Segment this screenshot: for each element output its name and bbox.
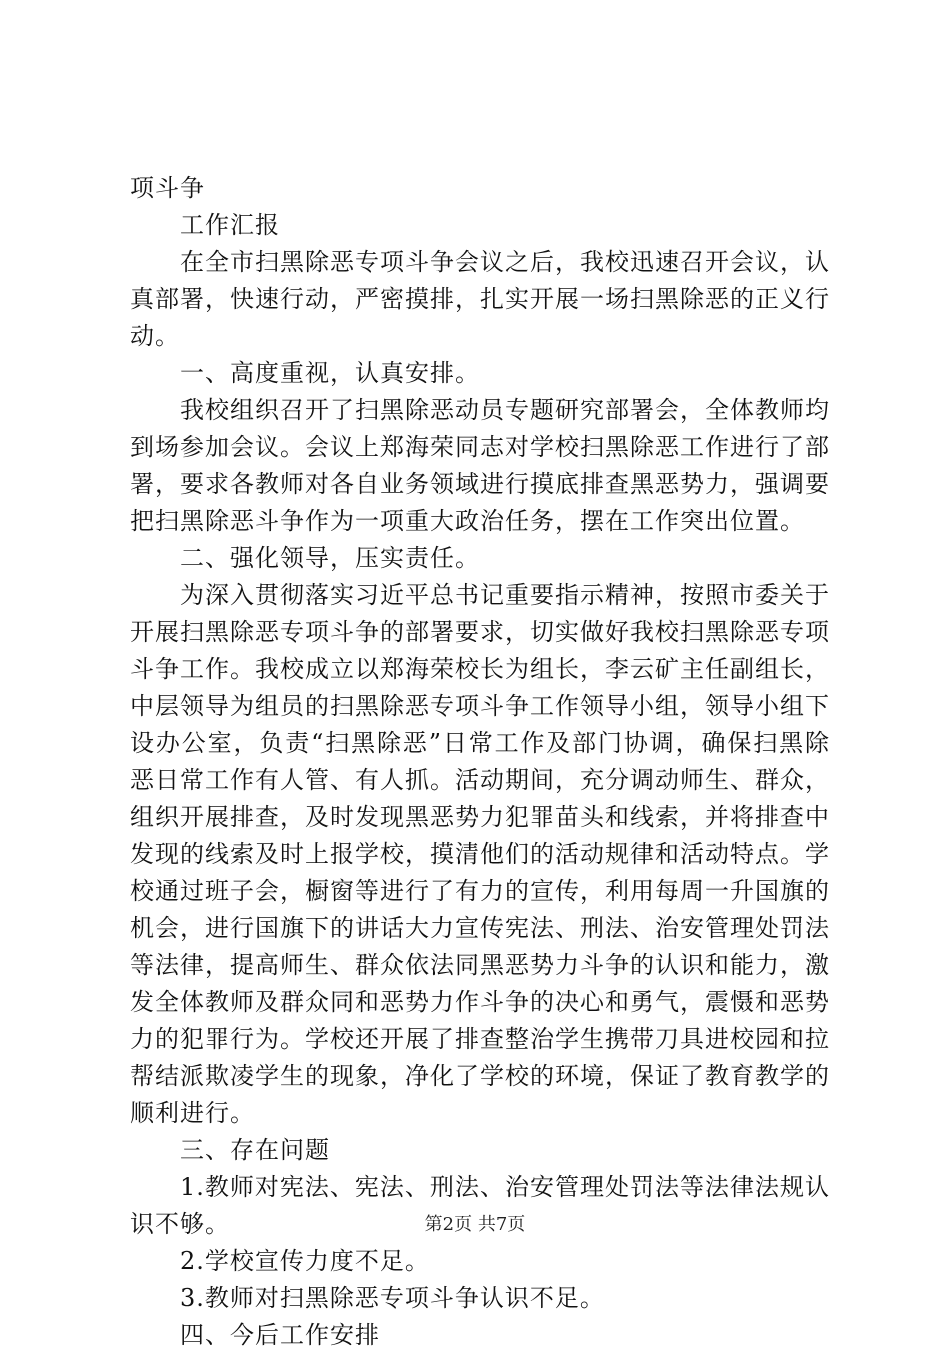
problem-item-3: 3.教师对扫黑除恶专项斗争认识不足。 <box>180 1284 605 1312</box>
section-heading-3: 三、存在问题 <box>180 1136 330 1164</box>
paragraph-title: 工作汇报 <box>180 211 280 239</box>
paragraph-section-2: 为深入贯彻落实习近平总书记重要指示精神，按照市委关于开展扫黑除恶专项斗争的部署要求，切实做好我校扫黑除恶专项斗争工作。我校成立以郑海荣校长为组长，李云矿主任副组长，中层领导为组员的扫黑除恶专项斗争工作领导小组，领导小组下设办公室，负责“扫黑除恶”日常工作及部门协调，确保扫黑除恶日常工作有人管、有人抓。活动期间，充分调动师生、群众，组织开展排查，及时发现黑恶势力犯罪苗头和线索，并将排查中发现的线索及时上报学校，摸清他们的活动规律和活动特点。学校通过班子会，橱窗等进行了有力的宣传，利用每周一升国旗的机会，进行国旗下的讲话大力宣传宪法、刑法、治安管理处罚法等法律，提高师生、群众依法同黑恶势力斗争的认识和能力，激发全体教师及群众同和恶势力作斗争的决心和勇气，震慑和恶势力的犯罪行为。学校还开展了排查整治学生携带刀具进校园和拉帮结派欺凌学生的现象，净化了学校的环境，保证了教育教学的顺利进行。 <box>130 581 830 1127</box>
section-heading-2: 二、强化领导，压实责任。 <box>180 544 480 572</box>
document-body <box>130 170 830 1354</box>
paragraph-section-1: 我校组织召开了扫黑除恶动员专题研究部署会，全体教师均到场参加会议。会议上郑海荣同志对学校扫黑除恶工作进行了部署，要求各教师对各自业务领域进行摸底排查黑恶势力，强调要把扫黑除恶斗争作为一项重大政治任务，摆在工作突出位置。 <box>130 396 830 535</box>
paragraph-intro: 在全市扫黑除恶专项斗争会议之后，我校迅速召开会议，认真部署，快速行动，严密摸排，扎实开展一场扫黑除恶的正义行动。 <box>130 248 830 350</box>
paragraph-continuation: 项斗争 <box>130 174 205 202</box>
section-heading-4: 四、今后工作安排 <box>180 1321 380 1349</box>
problem-item-1: 1.教师对宪法、宪法、刑法、治安管理处罚法等法律法规认识不够。 <box>130 1173 830 1238</box>
problem-item-2: 2.学校宣传力度不足。 <box>180 1247 430 1275</box>
section-heading-1: 一、高度重视，认真安排。 <box>180 359 480 387</box>
page-footer: 第2页 共7页 <box>424 1214 526 1235</box>
